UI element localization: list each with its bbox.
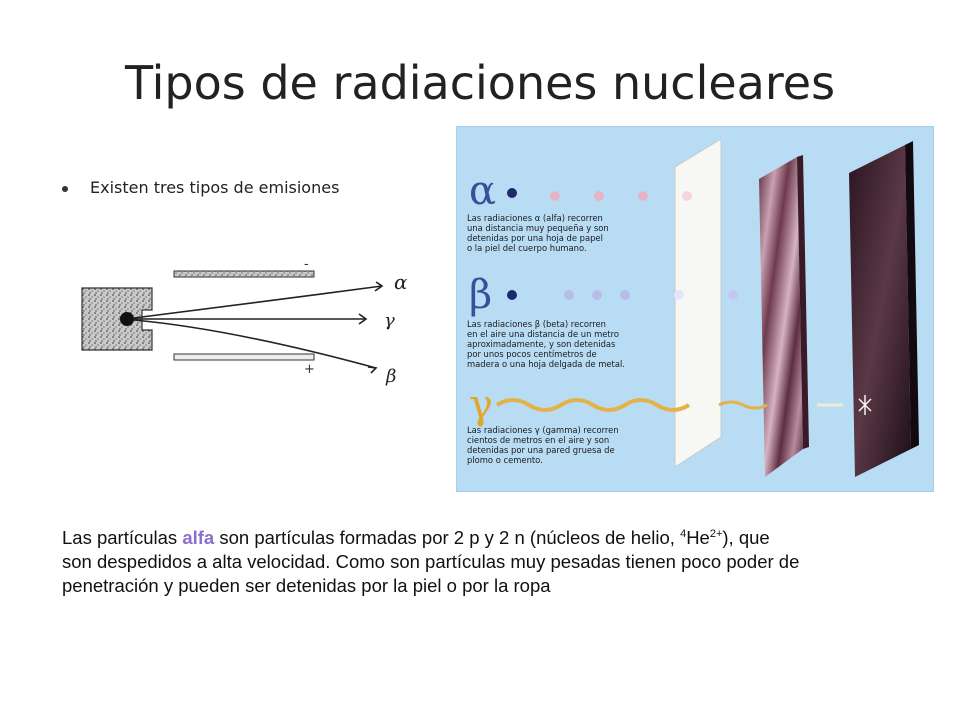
charge-superscript: 2+ <box>709 527 723 540</box>
source-sample <box>120 312 134 326</box>
paragraph-text: Las partículas <box>62 527 183 548</box>
beta-arrow-icon <box>368 367 376 373</box>
lead-wall <box>849 145 911 477</box>
penetration-figure <box>456 126 934 492</box>
positive-plate <box>174 354 314 360</box>
alpha-ray <box>134 286 382 318</box>
alpha-highlight: alfa <box>182 527 215 548</box>
gamma-label: γ <box>384 310 395 331</box>
slide-title: Tipos de radiaciones nucleares <box>124 56 836 110</box>
positive-sign: + <box>304 362 315 377</box>
alpha-description: Las radiaciones α (alfa) recorren una distancia muy pequeña y son detenidas por una hoja de papel o la piel del cuerpo humano. <box>467 213 609 253</box>
beta-description: Las radiaciones β (beta) recorren en el aire una distancia de un metro aproximadamente, y son detenidas por unos pocos centímetros de madera o una hoja delgada de metal. <box>467 319 625 369</box>
bullet-text: Existen tres tipos de emisiones <box>90 178 340 197</box>
mass-number: 4 <box>680 527 687 540</box>
alpha-particle <box>507 188 517 198</box>
bullet-dot-icon <box>62 186 68 192</box>
gamma-wave <box>497 400 689 410</box>
beta-label: β <box>386 366 397 387</box>
paragraph-text: son partículas formadas por 2 p y 2 n (núcleos de helio, <box>214 527 681 548</box>
helium-symbol: He <box>686 527 710 548</box>
deflection-diagram <box>70 252 420 392</box>
negative-plate <box>174 271 314 277</box>
beta-particle <box>507 290 517 300</box>
paper-sheet <box>675 139 721 467</box>
paragraph-text: ), que son despedidos a alta velocidad. Como son partículas muy pesadas tienen poco poder de penetración y pueden ser detenidas por la piel o por la ropa <box>62 527 800 596</box>
bullet-item <box>62 178 339 197</box>
negative-sign: - <box>304 257 309 272</box>
alpha-label: α <box>394 270 408 294</box>
gamma-symbol: γ <box>469 382 493 428</box>
wood-plate <box>759 157 803 477</box>
alpha-paragraph <box>62 526 802 598</box>
beta-symbol: β <box>469 272 493 318</box>
gamma-description: Las radiaciones γ (gamma) recorren cientos de metros en el aire y son detenidas por una pared gruesa de plomo o cemento. <box>467 425 619 465</box>
alpha-symbol: α <box>469 168 497 214</box>
beta-ray <box>134 320 376 368</box>
